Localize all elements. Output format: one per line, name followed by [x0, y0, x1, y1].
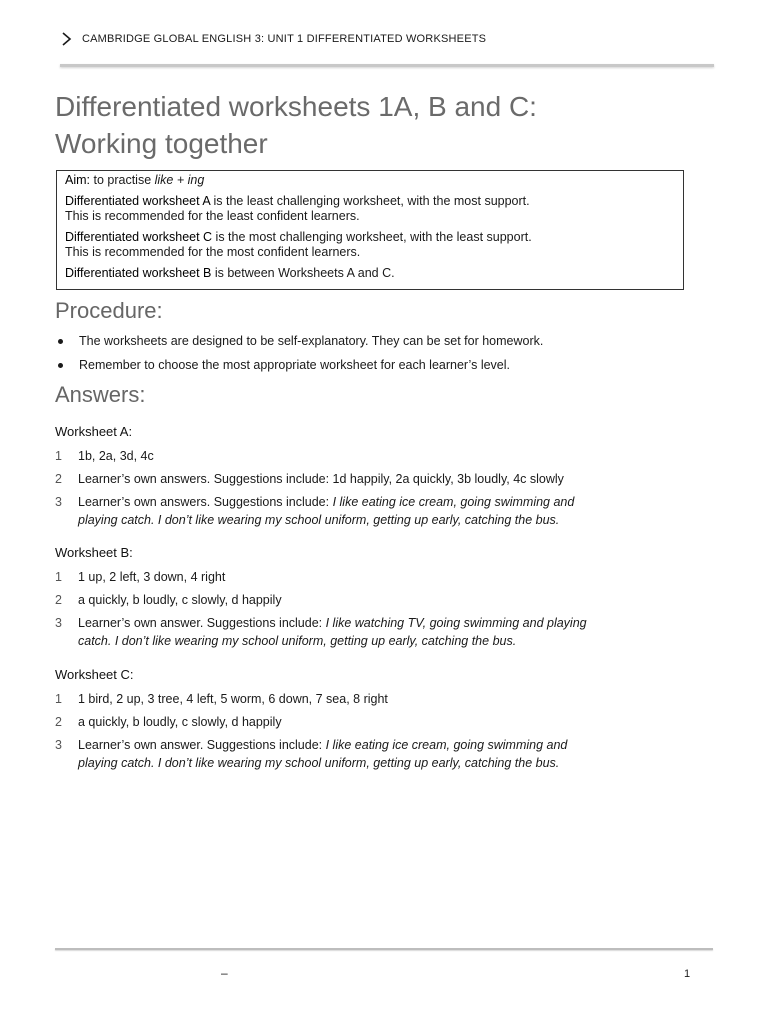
title-line-2: Working together [55, 128, 268, 159]
worksheet-c-description [65, 230, 675, 260]
answer-number: 1 [55, 692, 62, 706]
worksheet-b-text: is between Worksheets A and C. [211, 266, 395, 280]
worksheet-a-note: This is recommended for the least confident learners. [65, 209, 360, 223]
answer-text: Learner’s own answers. Suggestions include: [78, 495, 333, 509]
procedure-text: Remember to choose the most appropriate worksheet for each learner’s level. [79, 358, 511, 372]
answer-item [55, 736, 695, 772]
worksheet-a-answers [55, 447, 695, 534]
list-item [55, 357, 695, 381]
bullet-icon [58, 363, 63, 368]
answer-example: playing catch. I don’t like wearing my school uniform, getting up early, catching the bus. [78, 513, 560, 527]
answer-number: 2 [55, 715, 62, 729]
page-number: 1 [684, 968, 691, 980]
answer-example: catch. I don’t like wearing my school uniform, getting up early, catching the bus. [78, 634, 517, 648]
aim-box [56, 170, 684, 290]
bullet-icon [58, 339, 63, 344]
aim-focus: like + ing [154, 173, 205, 187]
procedure-text: The worksheets are designed to be self-explanatory. They can be set for homework. [79, 334, 544, 348]
title-line-1: Differentiated worksheets 1A, B and C: [55, 91, 537, 122]
page-title [55, 88, 695, 162]
worksheet-c-answers [55, 690, 695, 777]
worksheet-b-description [65, 266, 675, 281]
list-item [55, 333, 695, 357]
answer-text: 1 bird, 2 up, 3 tree, 4 left, 5 worm, 6 down, 7 sea, 8 right [78, 692, 388, 706]
answer-text: a quickly, b loudly, c slowly, d happily [78, 715, 282, 729]
worksheet-a-text: is the least challenging worksheet, with the most support. [210, 194, 530, 208]
answer-item [55, 690, 695, 708]
answer-number: 3 [55, 495, 62, 509]
footer-divider [55, 948, 713, 950]
answer-example: I like eating ice cream, going swimming and [325, 738, 568, 752]
answer-item [55, 568, 695, 586]
answer-item [55, 447, 695, 465]
procedure-list [55, 333, 695, 381]
answer-item [55, 614, 695, 650]
procedure-heading: Procedure: [55, 298, 163, 323]
chevron-right-icon [60, 30, 74, 48]
aim-text: to practise [93, 173, 155, 187]
worksheet-c-heading: Worksheet C: [55, 667, 134, 682]
answer-example: I like watching TV, going swimming and playing [325, 616, 587, 630]
footer-dash: – [221, 966, 228, 980]
answer-item [55, 591, 695, 609]
worksheet-b-answers [55, 568, 695, 655]
answer-text: a quickly, b loudly, c slowly, d happily [78, 593, 282, 607]
answer-example: playing catch. I don’t like wearing my school uniform, getting up early, catching the bus. [78, 756, 560, 770]
aim-label: Aim: [65, 173, 90, 187]
worksheet-c-text: is the most challenging worksheet, with the least support. [212, 230, 532, 244]
worksheet-b-label: Differentiated worksheet B [65, 266, 212, 280]
answer-number: 1 [55, 570, 62, 584]
worksheet-b-heading: Worksheet B: [55, 545, 133, 560]
answer-text: 1 up, 2 left, 3 down, 4 right [78, 570, 226, 584]
answer-number: 3 [55, 738, 62, 752]
worksheet-a-label: Differentiated worksheet A [65, 194, 210, 208]
answer-number: 2 [55, 593, 62, 607]
answer-text: Learner’s own answers. Suggestions include: 1d happily, 2a quickly, 3b loudly, 4c slowly [78, 472, 564, 486]
answer-number: 2 [55, 472, 62, 486]
answer-number: 1 [55, 449, 62, 463]
answer-number: 3 [55, 616, 62, 630]
answer-item [55, 493, 695, 529]
answer-example: I like eating ice cream, going swimming and [332, 495, 575, 509]
worksheet-c-note: This is recommended for the most confident learners. [65, 245, 361, 259]
running-header [60, 30, 486, 48]
header-divider [60, 64, 714, 67]
running-title: CAMBRIDGE GLOBAL ENGLISH 3: UNIT 1 DIFFERENTIATED WORKSHEETS [82, 33, 487, 45]
answers-heading: Answers: [55, 382, 146, 407]
worksheet-c-label: Differentiated worksheet C [65, 230, 213, 244]
worksheet-a-heading: Worksheet A: [55, 424, 133, 439]
answer-item [55, 713, 695, 731]
aim-line [65, 173, 675, 188]
answer-text: 1b, 2a, 3d, 4c [78, 449, 154, 463]
answer-text: Learner’s own answer. Suggestions include: [78, 616, 326, 630]
worksheet-a-description [65, 194, 675, 224]
answer-text: Learner’s own answer. Suggestions include: [78, 738, 326, 752]
answer-item [55, 470, 695, 488]
